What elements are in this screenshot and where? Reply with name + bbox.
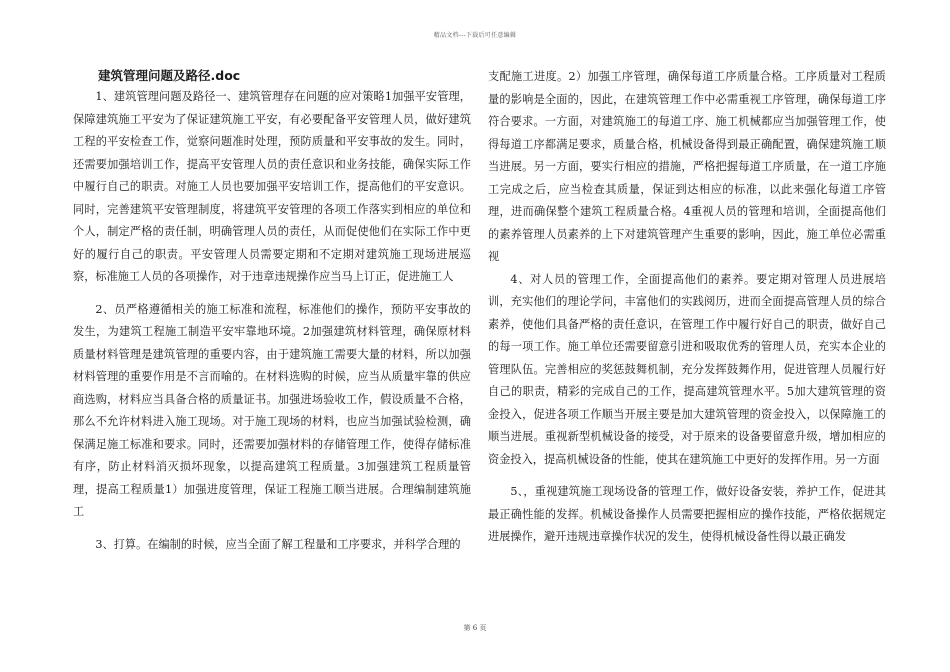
paragraph: 2、员严格遵循相关的施工标准和流程，标准他们的操作，预防平安事故的发生，为建筑工程施工制造平安牢靠地环境。2加强建筑材料管理，确保原材料质量材料管理是建筑管理的重要内容，由于建筑施工需要大量的材料，所以加强材料管理的重要作用是不言而喻的。在材料选购的时候，应当从质量牢靠的供应商选购，材料应当具备合格的质量证书。加强进场验收工作，假设质量不合格，那么不允许材料进入施工现场。对于施工现场的材料，也应当加强试验检测，确保满足施工标准和要求。同时，还需要加强材料的存储管理工作，使得存储标准有序，防止材料消灭损坏现象，以提高建筑工程质量。3加强建筑工程质量管理，提高工程质量1）加强进度管理，保证工程施工顺当进展。合理编制建筑施工 [73, 302, 471, 518]
document-title: 建筑管理问题及路径.doc [98, 68, 241, 83]
paragraph: 1、建筑管理问题及路径一、建筑管理存在问题的应对策略1加强平安管理，保障建筑施工平安为了保证建筑施工平安，有必要配备平安管理人员，做好建筑工程的平安检查工作，觉察问题准时处理，预防质量和平安事故的发生。同时，还需要加强培训工作，提高平安管理人员的责任意识和业务技能，确保实际工作中履行自己的职责。对施工人员也要加强平安培训工作，提高他们的平安意识。同时，完善建筑平安管理制度，将建筑平安管理的各项工作落实到相应的单位和个人，制定严格的责任制，明确管理人员的责任，从而促使他们在实际工作中更好的履行自己的职责。平安管理人员需要定期和不定期对建筑施工现场进展巡察，标准施工人员的各项操作，对于违章违规操作应当马上订正，促进施工人 [73, 90, 471, 283]
page-header: 精品文档---下载后可任意编辑 [433, 32, 517, 39]
right-column [488, 66, 886, 549]
left-column [73, 66, 471, 556]
paragraph: 5、，重视建筑施工现场设备的管理工作，做好设备安装，养护工作，促进其最正确性能的发挥。机械设备操作人员需要把握相应的操作技能，严格依据规定进展操作，避开违规违章操作状况的发生，使得机械设备性得以最正确发 [488, 485, 886, 543]
paragraph: 支配施工进度。2）加强工序管理，确保每道工序质量合格。工序质量对工程质量的影响是全面的，因此，在建筑管理工作中必需重视工序管理，确保每道工序符合要求。一方面，对建筑施工的每道工序、施工机械都应当加强管理工作，使得每道工序都满足要求，质量合格，机械设备得到最正确配置，确保建筑施工顺当进展。另一方面，要实行相应的措施，严格把握每道工序质量，在一道工序施工完成之后，应当检查其质量，保证到达相应的标准，以此来强化每道工序管理，进而确保整个建筑工程质量合格。4重视人员的管理和培训，全面提高他们的素养管理人员素养的上下对建筑管理产生重要的影响，因此，施工单位必需重视 [488, 70, 886, 263]
paragraph: 3、打算。在编制的时候，应当全面了解工程量和工序要求，并科学合理的 [95, 537, 461, 551]
paragraph: 4、对人员的管理工作，全面提高他们的素养。要定期对管理人员进展培训，充实他们的理论学问，丰富他们的实践阅历，进而全面提高管理人员的综合素养，使他们具备严格的责任意识，在管理工作中履行好自己的职责，做好自己的每一项工作。施工单位还需要留意引进和吸取优秀的管理人员，充实本企业的管理队伍。完善相应的奖惩鼓舞机制，充分发挥鼓舞作用，促进管理人员履行好自己的职责，精彩的完成自己的工作，提高建筑管理水平。5加大建筑管理的资金投入，促进各项工作顺当开展主要是加大建筑管理的资金投入，以保障施工的顺当进展。重视新型机械设备的接受，对于原来的设备要留意升级，增加相应的资金投入，提高机械设备的性能，使其在建筑施工中更好的发挥作用。另一方面 [488, 272, 886, 466]
page-number: 第 6 页 [463, 624, 487, 632]
